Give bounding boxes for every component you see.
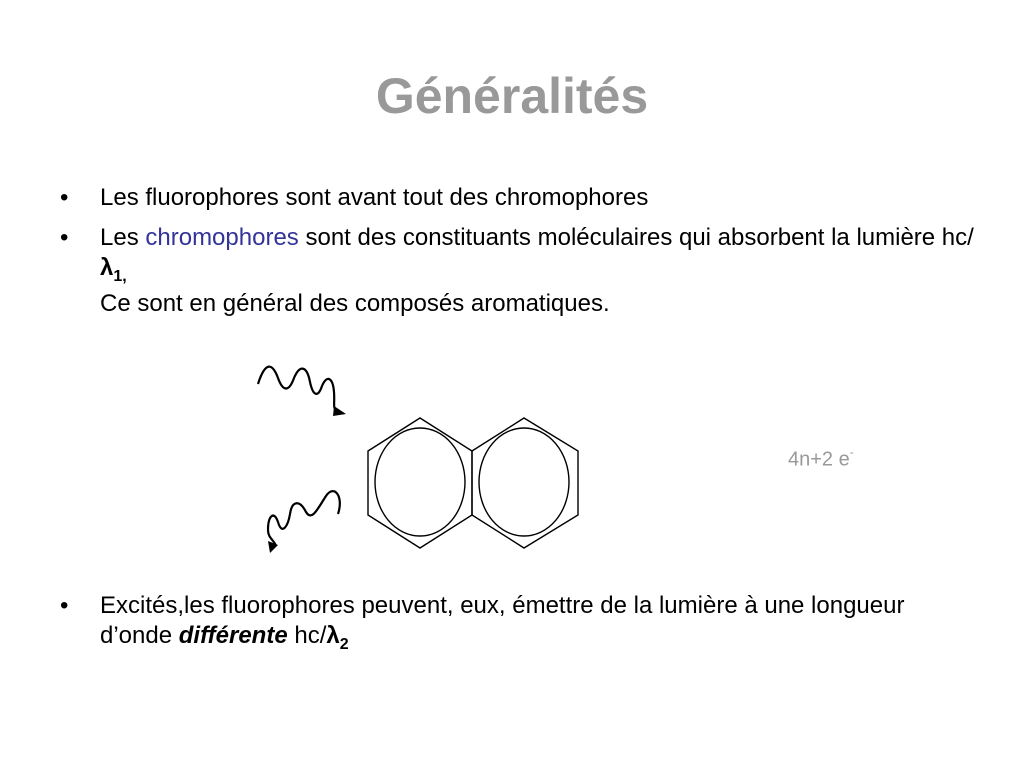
incoming-arrowhead <box>333 406 346 416</box>
lambda-subscript: 2 <box>339 636 349 653</box>
emitted-arrowhead <box>268 541 278 553</box>
emphasized-word: différente <box>178 622 288 649</box>
left-aromatic-circle <box>375 428 465 536</box>
lambda-symbol: λ <box>326 622 340 649</box>
right-aromatic-circle <box>479 428 569 536</box>
bullet-text-prefix: Excités,les fluorophores peuvent, eux, émettre de la lumière à une longueur d’onde <box>100 592 905 649</box>
incoming-light-wave <box>258 367 338 410</box>
left-ring <box>368 418 472 548</box>
bullet-marker: • <box>60 224 69 251</box>
emitted-light-wave <box>268 491 340 546</box>
continuation-line: Ce sont en général des composés aromatiques. <box>100 290 610 317</box>
bullet-marker: • <box>60 592 69 619</box>
bullet-text-rest: hc/ <box>287 622 327 649</box>
bullet-text: Les fluorophores sont avant tout des chromophores <box>100 184 649 211</box>
bullet-text <box>100 591 980 654</box>
bullet-text-rest: sont des constituants moléculaires qui absorbent la lumière hc/ <box>298 224 974 251</box>
lambda-subscript: 1, <box>113 268 127 285</box>
slide-title: Généralités <box>375 68 649 124</box>
bullet-text-prefix: Les <box>100 224 146 251</box>
right-ring <box>472 418 578 548</box>
bullet-item-3 <box>60 591 980 654</box>
lambda-symbol: λ <box>100 254 114 281</box>
huckel-rule-label: 4n+2 e- <box>788 445 854 471</box>
electron-superscript: - <box>849 445 854 459</box>
highlighted-term: chromophores <box>145 224 299 251</box>
bullet-marker: • <box>60 184 69 211</box>
